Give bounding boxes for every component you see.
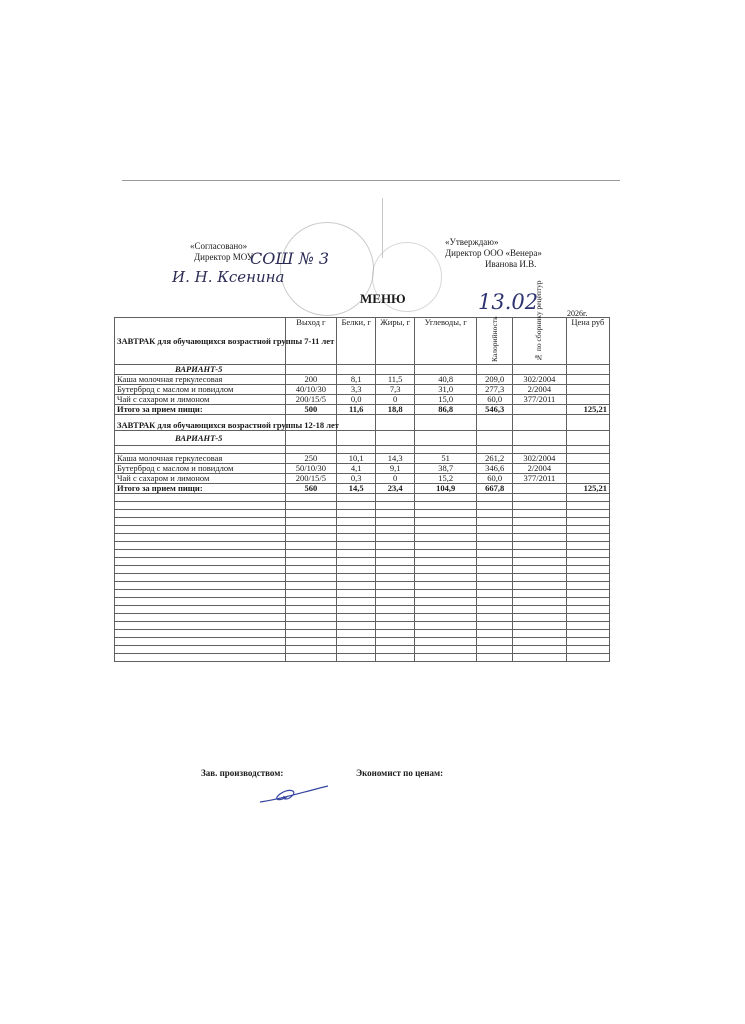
empty-row bbox=[115, 566, 610, 574]
empty-cell bbox=[376, 614, 415, 622]
variant-row bbox=[115, 365, 610, 375]
dish-protein: 0,3 bbox=[337, 474, 376, 484]
dish-name: Каша молочная геркулесовая bbox=[115, 454, 286, 464]
empty-cell bbox=[376, 534, 415, 542]
dish-carbs: 15,2 bbox=[415, 474, 477, 484]
scan-mark bbox=[382, 198, 383, 258]
empty-row bbox=[115, 614, 610, 622]
approved-name: Иванова И.В. bbox=[485, 259, 537, 269]
empty-cell bbox=[376, 646, 415, 654]
empty-cell bbox=[376, 566, 415, 574]
approved-role: Директор ООО «Венера» bbox=[445, 248, 542, 258]
dish-row bbox=[115, 474, 610, 484]
empty-cell bbox=[115, 542, 286, 550]
dish-protein: 4,1 bbox=[337, 464, 376, 474]
year-label: 2026г. bbox=[567, 309, 588, 318]
empty-row bbox=[115, 510, 610, 518]
empty-row bbox=[115, 542, 610, 550]
empty-cell bbox=[376, 518, 415, 526]
empty-cell bbox=[376, 606, 415, 614]
empty-cell bbox=[566, 598, 609, 606]
dish-recipe: 2/2004 bbox=[513, 464, 567, 474]
dish-carbs: 38,7 bbox=[415, 464, 477, 474]
dish-price bbox=[566, 454, 609, 464]
col-header-kcal-cell bbox=[477, 318, 513, 365]
empty-cell bbox=[566, 510, 609, 518]
empty-cell bbox=[566, 582, 609, 590]
empty-cell bbox=[415, 526, 477, 534]
dish-recipe: 2/2004 bbox=[513, 385, 567, 395]
dish-name: Каша молочная геркулесовая bbox=[115, 375, 286, 385]
empty-cell bbox=[477, 534, 513, 542]
empty-row bbox=[115, 638, 610, 646]
dish-fat: 0 bbox=[376, 395, 415, 405]
empty-row bbox=[115, 558, 610, 566]
dish-price bbox=[566, 474, 609, 484]
empty-cell bbox=[415, 630, 477, 638]
section-title: ЗАВТРАК для обучающихся возрастной группы 7-11 лет bbox=[115, 318, 286, 365]
total-fat: 18,8 bbox=[376, 405, 415, 415]
empty-row bbox=[115, 582, 610, 590]
empty-cell bbox=[513, 646, 567, 654]
total-output: 560 bbox=[285, 484, 337, 494]
empty-cell bbox=[115, 558, 286, 566]
empty-cell bbox=[415, 590, 477, 598]
total-recipe bbox=[513, 405, 567, 415]
empty-cell bbox=[285, 614, 337, 622]
empty-cell bbox=[477, 558, 513, 566]
empty-cell bbox=[513, 582, 567, 590]
empty-cell bbox=[376, 598, 415, 606]
col-header-kcal: Калорийность bbox=[489, 316, 499, 362]
dish-protein: 3,3 bbox=[337, 385, 376, 395]
empty-cell bbox=[566, 630, 609, 638]
empty-cell bbox=[566, 534, 609, 542]
empty-cell bbox=[566, 518, 609, 526]
empty-cell bbox=[285, 542, 337, 550]
empty-cell bbox=[415, 614, 477, 622]
empty-cell bbox=[415, 606, 477, 614]
section-title: ЗАВТРАК для обучающихся возрастной группы 12-18 лет bbox=[115, 415, 286, 431]
empty-cell bbox=[513, 566, 567, 574]
empty-cell bbox=[477, 646, 513, 654]
empty-cell bbox=[477, 654, 513, 662]
empty-cell bbox=[376, 502, 415, 510]
dish-recipe: 377/2011 bbox=[513, 474, 567, 484]
empty-cell bbox=[376, 654, 415, 662]
dish-output: 50/10/30 bbox=[285, 464, 337, 474]
dish-protein: 0,0 bbox=[337, 395, 376, 405]
col-header-price: Цена руб bbox=[566, 318, 609, 365]
empty-row bbox=[115, 630, 610, 638]
dish-carbs: 51 bbox=[415, 454, 477, 464]
empty-cell bbox=[376, 542, 415, 550]
empty-cell bbox=[513, 574, 567, 582]
empty-cell bbox=[513, 598, 567, 606]
empty-row bbox=[115, 518, 610, 526]
dish-fat: 14,3 bbox=[376, 454, 415, 464]
col-header-recipe: № по сборнику рецептур bbox=[534, 280, 544, 362]
empty-cell bbox=[513, 510, 567, 518]
empty-cell bbox=[115, 518, 286, 526]
table-header bbox=[115, 318, 610, 365]
dish-recipe: 302/2004 bbox=[513, 375, 567, 385]
dish-name: Чай с сахаром и лимоном bbox=[115, 395, 286, 405]
empty-cell bbox=[566, 494, 609, 502]
empty-cell bbox=[285, 622, 337, 630]
dish-output: 200/15/5 bbox=[285, 395, 337, 405]
dish-name: Чай с сахаром и лимоном bbox=[115, 474, 286, 484]
empty-cell bbox=[566, 646, 609, 654]
empty-cell bbox=[566, 502, 609, 510]
empty-cell bbox=[115, 598, 286, 606]
signature-swirl bbox=[258, 782, 330, 806]
empty-cell bbox=[115, 566, 286, 574]
dish-carbs: 40,8 bbox=[415, 375, 477, 385]
empty-cell bbox=[477, 542, 513, 550]
approved-title: «Утверждаю» bbox=[445, 237, 499, 247]
empty-cell bbox=[513, 654, 567, 662]
empty-cell bbox=[337, 534, 376, 542]
empty-cell bbox=[337, 654, 376, 662]
empty-cell bbox=[285, 574, 337, 582]
empty-cell bbox=[415, 494, 477, 502]
total-kcal: 667,8 bbox=[477, 484, 513, 494]
dish-row bbox=[115, 454, 610, 464]
dish-price bbox=[566, 375, 609, 385]
empty-cell bbox=[337, 622, 376, 630]
empty-cell bbox=[477, 502, 513, 510]
empty-cell bbox=[513, 534, 567, 542]
col-header-carbs: Углеводы, г bbox=[415, 318, 477, 365]
empty-cell bbox=[513, 622, 567, 630]
empty-cell bbox=[566, 550, 609, 558]
dish-output: 40/10/30 bbox=[285, 385, 337, 395]
empty-cell bbox=[566, 574, 609, 582]
empty-cell bbox=[285, 518, 337, 526]
dish-output: 200/15/5 bbox=[285, 474, 337, 484]
empty-cell bbox=[415, 654, 477, 662]
empty-cell bbox=[566, 622, 609, 630]
dish-output: 200 bbox=[285, 375, 337, 385]
empty-cell bbox=[415, 566, 477, 574]
total-protein: 14,5 bbox=[337, 484, 376, 494]
empty-cell bbox=[477, 598, 513, 606]
dish-name: Бутерброд с маслом и повидлом bbox=[115, 385, 286, 395]
dish-price bbox=[566, 385, 609, 395]
total-price: 125,21 bbox=[566, 484, 609, 494]
total-price: 125,21 bbox=[566, 405, 609, 415]
dish-carbs: 31,0 bbox=[415, 385, 477, 395]
empty-cell bbox=[513, 526, 567, 534]
empty-cell bbox=[337, 502, 376, 510]
dish-kcal: 261,2 bbox=[477, 454, 513, 464]
empty-cell bbox=[415, 638, 477, 646]
empty-cell bbox=[337, 566, 376, 574]
empty-cell bbox=[337, 574, 376, 582]
empty-cell bbox=[415, 582, 477, 590]
empty-cell bbox=[115, 510, 286, 518]
dish-recipe: 377/2011 bbox=[513, 395, 567, 405]
dish-fat: 9,1 bbox=[376, 464, 415, 474]
empty-cell bbox=[477, 606, 513, 614]
approved-block bbox=[445, 237, 542, 270]
dish-kcal: 60,0 bbox=[477, 395, 513, 405]
total-row bbox=[115, 484, 610, 494]
empty-cell bbox=[513, 614, 567, 622]
empty-cell bbox=[415, 510, 477, 518]
empty-cell bbox=[477, 622, 513, 630]
dish-fat: 11,5 bbox=[376, 375, 415, 385]
empty-cell bbox=[513, 550, 567, 558]
agreed-role: Директор МОУ bbox=[194, 252, 254, 262]
empty-cell bbox=[415, 598, 477, 606]
empty-cell bbox=[376, 574, 415, 582]
empty-cell bbox=[115, 526, 286, 534]
empty-cell bbox=[115, 638, 286, 646]
col-header-protein: Белки, г bbox=[337, 318, 376, 365]
dish-row bbox=[115, 464, 610, 474]
empty-cell bbox=[415, 558, 477, 566]
empty-cell bbox=[337, 630, 376, 638]
top-rule bbox=[122, 180, 620, 181]
empty-cell bbox=[415, 646, 477, 654]
empty-cell bbox=[477, 590, 513, 598]
empty-cell bbox=[415, 518, 477, 526]
empty-cell bbox=[285, 638, 337, 646]
empty-cell bbox=[337, 598, 376, 606]
empty-row bbox=[115, 574, 610, 582]
empty-cell bbox=[115, 494, 286, 502]
empty-cell bbox=[477, 574, 513, 582]
empty-cell bbox=[115, 502, 286, 510]
empty-cell bbox=[285, 606, 337, 614]
dish-row bbox=[115, 375, 610, 385]
empty-cell bbox=[337, 526, 376, 534]
empty-cell bbox=[477, 638, 513, 646]
empty-cell bbox=[337, 542, 376, 550]
dish-recipe: 302/2004 bbox=[513, 454, 567, 464]
empty-cell bbox=[513, 494, 567, 502]
empty-cell bbox=[285, 598, 337, 606]
empty-cell bbox=[566, 566, 609, 574]
total-row bbox=[115, 405, 610, 415]
empty-cell bbox=[415, 534, 477, 542]
dish-kcal: 209,0 bbox=[477, 375, 513, 385]
empty-cell bbox=[477, 526, 513, 534]
empty-cell bbox=[115, 606, 286, 614]
dish-row bbox=[115, 395, 610, 405]
empty-cell bbox=[285, 558, 337, 566]
empty-row bbox=[115, 534, 610, 542]
empty-cell bbox=[513, 590, 567, 598]
empty-row bbox=[115, 622, 610, 630]
empty-row bbox=[115, 494, 610, 502]
empty-cell bbox=[477, 518, 513, 526]
empty-cell bbox=[115, 654, 286, 662]
total-label: Итого за прием пищи: bbox=[115, 484, 286, 494]
empty-cell bbox=[513, 606, 567, 614]
empty-cell bbox=[566, 654, 609, 662]
empty-cell bbox=[566, 606, 609, 614]
dish-price bbox=[566, 395, 609, 405]
empty-cell bbox=[477, 494, 513, 502]
section-row bbox=[115, 415, 610, 431]
empty-row bbox=[115, 598, 610, 606]
dish-name: Бутерброд с маслом и повидлом bbox=[115, 464, 286, 474]
empty-row bbox=[115, 646, 610, 654]
dish-kcal: 346,6 bbox=[477, 464, 513, 474]
variant-label: ВАРИАНТ-5 bbox=[115, 365, 286, 375]
dish-fat: 0 bbox=[376, 474, 415, 484]
empty-row bbox=[115, 502, 610, 510]
empty-cell bbox=[376, 550, 415, 558]
empty-cell bbox=[337, 510, 376, 518]
empty-cell bbox=[285, 502, 337, 510]
price-economist-label: Экономист по ценам: bbox=[356, 768, 444, 778]
empty-cell bbox=[376, 630, 415, 638]
dish-kcal: 277,3 bbox=[477, 385, 513, 395]
total-output: 500 bbox=[285, 405, 337, 415]
empty-cell bbox=[337, 550, 376, 558]
handwritten-school: СОШ № 3 bbox=[250, 249, 330, 268]
empty-cell bbox=[337, 646, 376, 654]
handwritten-signature: И. Н. Ксенина bbox=[172, 268, 285, 286]
empty-cell bbox=[513, 558, 567, 566]
empty-cell bbox=[115, 614, 286, 622]
empty-cell bbox=[337, 590, 376, 598]
dish-output: 250 bbox=[285, 454, 337, 464]
empty-cell bbox=[415, 550, 477, 558]
empty-cell bbox=[115, 534, 286, 542]
empty-cell bbox=[477, 614, 513, 622]
empty-cell bbox=[376, 558, 415, 566]
empty-cell bbox=[337, 494, 376, 502]
total-protein: 11,6 bbox=[337, 405, 376, 415]
total-recipe bbox=[513, 484, 567, 494]
total-fat: 23,4 bbox=[376, 484, 415, 494]
total-carbs: 86,8 bbox=[415, 405, 477, 415]
empty-row bbox=[115, 606, 610, 614]
empty-cell bbox=[415, 574, 477, 582]
empty-cell bbox=[285, 510, 337, 518]
total-kcal: 546,3 bbox=[477, 405, 513, 415]
empty-cell bbox=[513, 638, 567, 646]
empty-cell bbox=[477, 582, 513, 590]
empty-row bbox=[115, 654, 610, 662]
empty-cell bbox=[285, 654, 337, 662]
dish-protein: 10,1 bbox=[337, 454, 376, 464]
empty-cell bbox=[115, 550, 286, 558]
empty-row bbox=[115, 590, 610, 598]
col-header-fat: Жиры, г bbox=[376, 318, 415, 365]
dish-fat: 7,3 bbox=[376, 385, 415, 395]
document-title: МЕНЮ bbox=[360, 291, 406, 306]
empty-cell bbox=[376, 582, 415, 590]
empty-cell bbox=[566, 614, 609, 622]
empty-cell bbox=[513, 518, 567, 526]
empty-cell bbox=[415, 542, 477, 550]
agreed-block bbox=[186, 241, 253, 263]
total-label: Итого за прием пищи: bbox=[115, 405, 286, 415]
handwritten-date: 13.02 bbox=[478, 290, 539, 314]
empty-cell bbox=[115, 630, 286, 638]
empty-cell bbox=[115, 582, 286, 590]
empty-cell bbox=[285, 550, 337, 558]
empty-cell bbox=[566, 638, 609, 646]
empty-cell bbox=[285, 566, 337, 574]
dish-kcal: 60,0 bbox=[477, 474, 513, 484]
variant-label: ВАРИАНТ-5 bbox=[115, 431, 286, 446]
empty-cell bbox=[376, 526, 415, 534]
empty-cell bbox=[376, 494, 415, 502]
empty-cell bbox=[285, 526, 337, 534]
empty-cell bbox=[477, 550, 513, 558]
empty-cell bbox=[513, 542, 567, 550]
dish-protein: 8,1 bbox=[337, 375, 376, 385]
empty-cell bbox=[477, 510, 513, 518]
empty-cell bbox=[566, 526, 609, 534]
empty-cell bbox=[115, 646, 286, 654]
empty-cell bbox=[566, 542, 609, 550]
empty-cell bbox=[415, 502, 477, 510]
dish-carbs: 15,0 bbox=[415, 395, 477, 405]
empty-cell bbox=[337, 582, 376, 590]
empty-cell bbox=[285, 646, 337, 654]
empty-cell bbox=[337, 606, 376, 614]
empty-cell bbox=[115, 590, 286, 598]
empty-cell bbox=[337, 638, 376, 646]
empty-cell bbox=[337, 614, 376, 622]
empty-cell bbox=[376, 510, 415, 518]
empty-cell bbox=[285, 534, 337, 542]
empty-cell bbox=[285, 590, 337, 598]
empty-cell bbox=[115, 622, 286, 630]
empty-cell bbox=[285, 582, 337, 590]
col-header-output: Выход г bbox=[285, 318, 337, 365]
empty-cell bbox=[285, 630, 337, 638]
empty-cell bbox=[376, 590, 415, 598]
empty-cell bbox=[337, 558, 376, 566]
empty-cell bbox=[513, 502, 567, 510]
empty-cell bbox=[376, 638, 415, 646]
empty-cell bbox=[115, 574, 286, 582]
empty-cell bbox=[285, 494, 337, 502]
col-header-recipe-cell bbox=[513, 280, 567, 365]
variant-row bbox=[115, 431, 610, 446]
empty-row bbox=[115, 526, 610, 534]
empty-cell bbox=[513, 630, 567, 638]
empty-cell bbox=[566, 590, 609, 598]
empty-cell bbox=[415, 622, 477, 630]
total-carbs: 104,9 bbox=[415, 484, 477, 494]
empty-cell bbox=[566, 558, 609, 566]
empty-cell bbox=[477, 630, 513, 638]
empty-cell bbox=[337, 518, 376, 526]
empty-cell bbox=[376, 622, 415, 630]
dish-price bbox=[566, 464, 609, 474]
production-manager-label: Зав. производством: bbox=[201, 768, 284, 778]
empty-cell bbox=[477, 566, 513, 574]
agreed-title: «Согласовано» bbox=[190, 241, 248, 251]
dish-row bbox=[115, 385, 610, 395]
empty-row bbox=[115, 550, 610, 558]
